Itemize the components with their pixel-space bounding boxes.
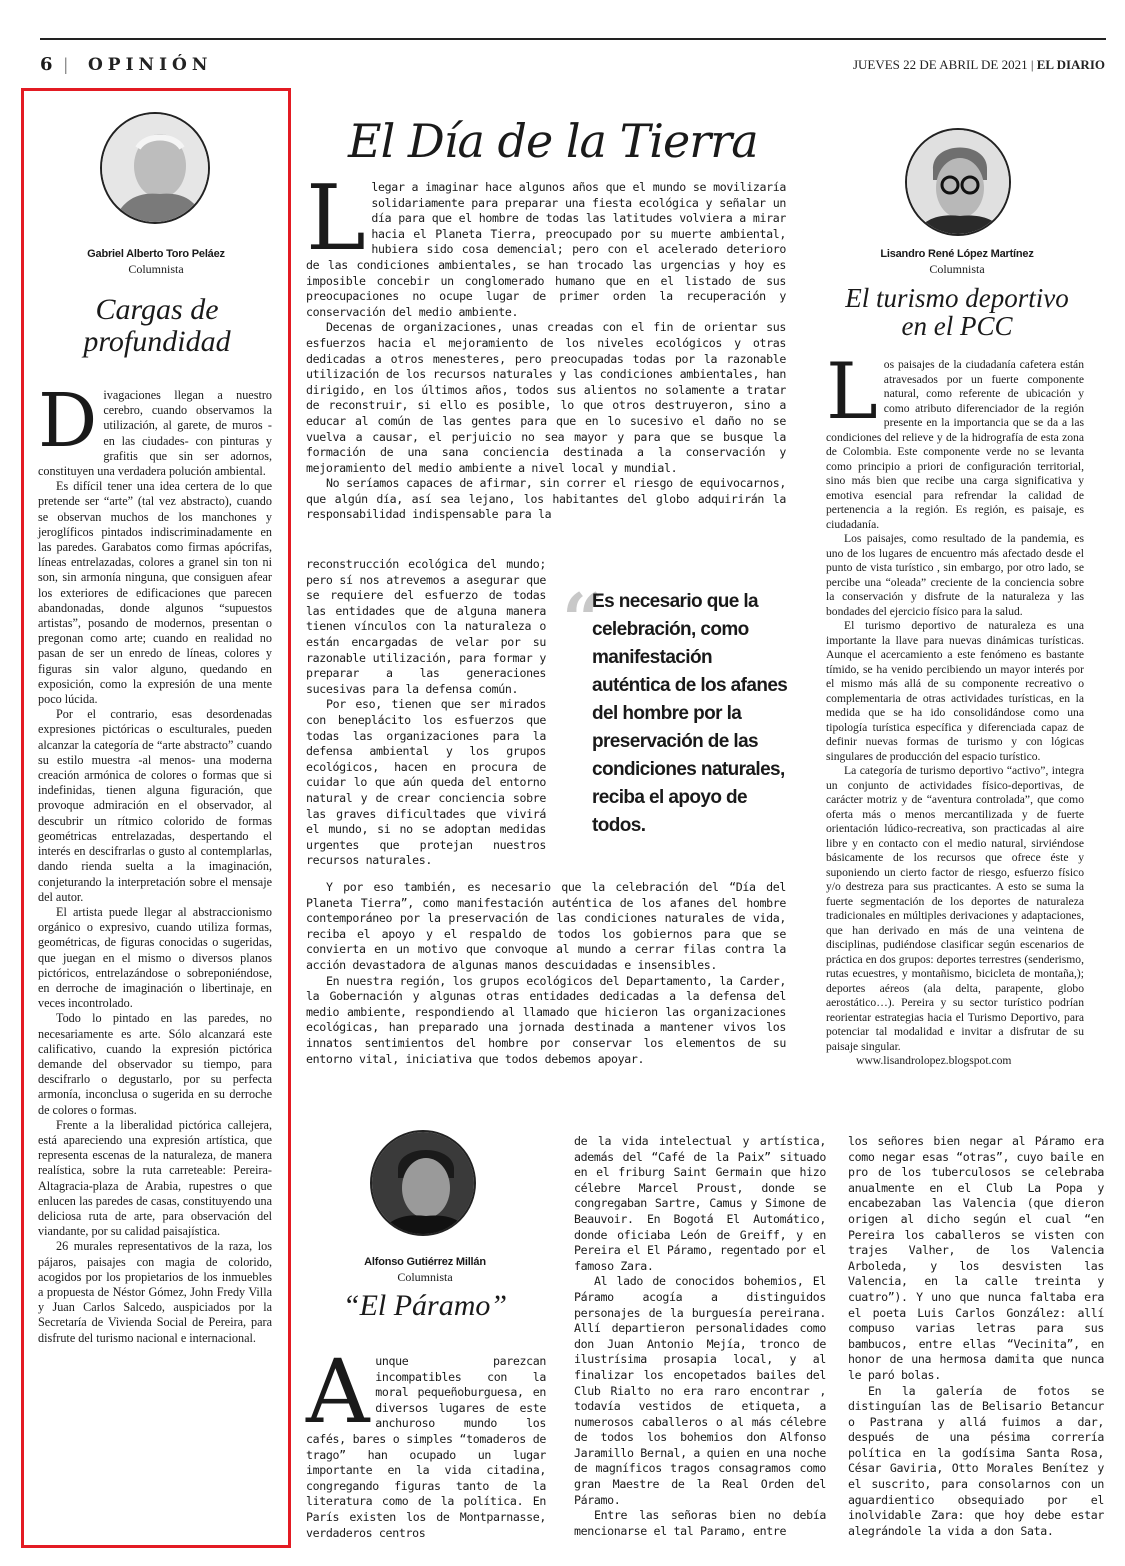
editorial-title: El Día de la Tierra xyxy=(348,114,758,168)
paragraph: Aunque parezcan incompatibles con la moral pequeñoburguesa, en diversos lugares de este anchuroso mundo los cafés, bares o simples “tomaderos de trago” han ocupado un lugar importante en la vida citadina, congregando figuras tanto de la literatura como de la política. En París existen los de Montparnasse, verdaderos centros xyxy=(306,1340,546,1540)
paragraph: de la vida intelectual y artística, además del “Café de la Paix” situado en el friburg Saint Germain que hizo célebre Marcel Proust, donde se congregaban Sartre, Camus y Simone de Beauvoir. En Bogotá El Automático, donde oficiaba León de Greiff, y en Pereira el El Páramo, regentado por el famoso Zara. xyxy=(574,1134,826,1273)
author-photo-toro xyxy=(100,112,210,224)
page-number: 6 xyxy=(40,54,53,75)
paragraph: Por el contrario, esas desordenadas expresiones pictóricas o esculturales, pueden alcanzar la categoría de “arte abstracto” cuando su estilo muestra -al menos- una moderna creación armónica de colores o formas que si indefinidas, tienen alguna figuración, que provoque admiración en el observador, al descubrir un rítmico colorido de formas geométricas entrelazadas, despertando el interés en descifrarlas o gusto al contemplarlas, dando rienda suelta a la imaginación, conjeturando la interpretación sobre el mensaje del autor. xyxy=(38,707,272,904)
author-website[interactable]: www.lisandrolopez.blogspot.com xyxy=(856,1054,1012,1067)
author-portrait-icon xyxy=(907,130,1011,236)
header-rule xyxy=(40,38,1106,40)
paragraph: En la galería de fotos se distinguían las de Belisario Betancur o Pastrana y allá fuimos a dar, después de una pésima correría política en la godísima Santa Rosa, César Gaviria, Otto Morales Benítez y el suscrito, para consolarnos con un aguardientico obsequiado por el inolvidable Zara: que hoy debe estar alegrándole la vida a don Sata. xyxy=(848,1383,1104,1538)
drop-cap: L xyxy=(826,347,878,437)
paragraph: Y por eso también, es necesario que la celebración del “Día del Planeta Tierra”, como manifestación auténtica de los afanes del hombre contemporáneo por la preservación de las condiciones naturales de vida, reciba el apoyo y el respaldo de todos los gobiernos para que se convierta en un motivo que convoque al mundo a cerrar filas contra la acción devastadora de algunas manos descuidadas e insensibles. xyxy=(306,880,786,972)
author-name-toro: Gabriel Alberto Toro Peláez xyxy=(87,248,225,260)
paragraph: No seríamos capaces de afirmar, sin correr el riesgo de equivocarnos, que algún día, así sea lejano, los habitantes del globo adquirirán la responsabilidad indispensable para la xyxy=(306,476,786,522)
paragraph: En nuestra región, los grupos ecológicos del Departamento, la Carder, la Gobernación y algunas otras entidades dedicadas a la defensa del medio ambiente, respondiendo al llamado que hicieron las organizaciones ecológicas, han preparado una jornada destinada a mantener vivos los innatos sentimientos del hombre por conservar los elementos de su entorno vital, iniciativa que todos debemos apoyar. xyxy=(306,973,786,1066)
paragraph: Frente a la liberalidad pictórica callejera, está apareciendo una expresión artística, que representa escenas de la naturaleza, de manera realística, sobre la ruta carreteable: Pereira-Altagracia-plaza de Arabia, rupestres o que enlucen las paredes de casas, constituyendo una deliciosa ruta de arte, para observación del viandante, por su calidad paisajística. xyxy=(38,1117,272,1239)
editorial-body-narrow xyxy=(306,557,546,869)
drop-cap: L xyxy=(306,166,366,271)
section-name: OPINIÓN xyxy=(88,55,213,75)
paragraph: Los paisajes de la ciudadanía cafetera están atravesados por un fuerte componente natural, como referente de ubicación y como atributo diferenciador de la región presente en la importancia que se da a las condiciones del relieve y de la hidrografía de esta zona de Colombia. Este componente verde no se levanta como principio a priori de configuración territorial, sino más bien que recibe una carga significativa y emotiva esencial para refrendar la calidad de pertenencia a la región. Es región, es paisaje, es ciudadanía. xyxy=(826,347,1084,531)
dateline xyxy=(853,57,1105,73)
paragraph: los señores bien negar al Páramo era como negar esas “otras”, cuyo baile en pro de los tuberculosos se celebraba anualmente en el Club La Popa y encabezaban las Valencia (que dieron origen al dicho según el cual “en Pereira los caballeros se visten con trajes Valher, de los Valencia Arboleda, y los desvisten las Valencia, en la calle treinta y cuatro”). Y uno que nunca faltaba era el poeta Luis Carlos González: allí compuso varias letras para sus bambucos, entre ellas “Vecinita”, en honor de una hermosa damita que nunca le paró bolas. xyxy=(848,1134,1104,1382)
paragraph: Es difícil tener una idea certera de lo que pretende ser “arte” (tal vez abstracto), cuando se observan muchos de los manchones y jeroglíficos pintados indiscriminadamente en las paredes. Garabatos como firmas apócrifas, líneas entrelazadas, colores a granel sin ton ni son, sin armonía ninguna, que consiguen afear los exteriores de edificaciones que parecen abandonadas, donde algunos “supuestos artistas”, posando de modernos, presentan o pregonan como arte; cuando en realidad no pasan de ser un enredo de líneas, colores y figuras sin valor alguno, quedando en exposición, como la expresión de una mente poco lúcida. xyxy=(38,479,272,707)
paragraph: Los paisajes, como resultado de la pandemia, es uno de los lugares de encuentro más afectado desde el punto de vista turístico , sin embargo, por otro lado, se percibe una “oleada” creciente de la conciencia sobre la conservación y disfrute de la naturaleza y las bondades del ejercicio físico para la salud. xyxy=(826,532,1084,618)
drop-cap: A xyxy=(306,1340,370,1443)
editorial-body-top xyxy=(306,166,786,523)
date-separator: | xyxy=(1027,57,1037,72)
paramo-body-col1 xyxy=(306,1340,546,1541)
paragraph: El artista puede llegar al abstraccionismo orgánico o expresivo, cuando utiliza formas, geométricas, de figuras conocidas o sugeridas, que juegan en el mismo o diversos planos pictóricos, entrelazándose o sobreponiéndose, en derroche de imaginación o libertinaje, en veces incontrolado. xyxy=(38,904,272,1011)
paragraph: Divagaciones llegan a nuestro cerebro, cuando observamos la utilización, al garete, de muros -en las ciudades- con pinturas y grafitis que sin ser adornos, constituyen una verdadera polución ambiental. xyxy=(38,378,272,479)
paramo-body-col3 xyxy=(848,1134,1104,1539)
paragraph: La categoría de turismo deportivo “activo”, integra un conjunto de actividades físico-deportivas, de carácter motriz y de “aventura controlada”, que como oferta más o menos mercantilizada y de fuerte orientación lúdico-recreativa, son practicadas al aire libre y en contacto con el medio natural, sirviéndose básicamente de los recursos que ofrece éste y suponiendo un cierto factor de riesgo, esfuerzo físico y/o destreza para sus practicantes. A esto se suma la fuerte segmentación de los deportes de naturaleza tradicionales en múltiples derivaciones y adaptaciones, que han derivado en más de una veintena de disciplinas, pudiéndose clasificar según escenarios de práctica en dos grupos: deportes terrestres (senderismo, rutas ecuestres, y montañismo, bicicleta de montaña,); deportes aéreos (ala delta, parapente, globo aerostático…). Pereira y su sector turístico podrían reorientar estrategias hacia el Turismo Deportivo, para potenciar tal modalidad e invitar a disfrutar de su paisaje singular. xyxy=(826,764,1084,1053)
newspaper-name: EL DIARIO xyxy=(1036,57,1105,72)
paragraph: Al lado de conocidos bohemios, El Páramo acogía a distinguidos personajes de la burguesía pereirana. Allí departieron personalidades como don Juan Antonio Mejía, tronco de ilustrísima prosapia local, y al finalizar los encopetados bailes del Club Rialto no era raro encontrar , todavía vestidos de etiqueta, a numerosos caballeros o al más célebre de todos los bohemios don Alfonso Jaramillo Bernal, a quien en una noche de magníficos tragos consagramos como gran Maestre de la Real Orden del Páramo. xyxy=(574,1274,826,1507)
paragraph: Llegar a imaginar hace algunos años que el mundo se movilizaría solidariamente para preparar una fiesta ecológica y señalar un día para que el hombre de todas las latitudes volviera a mirar hacia el Planeta Tierra, preocupado por su muerte ambiental, hubiera sido cosa demencial; pero con el acelerado deterioro de las condiciones ambientales, se han trocado las urgencias y hoy es imposible concebir un conglomerado humano que en el listado de sus preocupaciones no ocupe lugar de primer orden la recuperación y conservación del medio ambiente. xyxy=(306,166,786,319)
author-role-lopez: Columnista xyxy=(929,262,985,276)
paragraph: Por eso, tienen que ser mirados con beneplácito los esfuerzos que todas las organizaciones para la defensa ambiental y los grupos ecológicos, hacen en procura de cuidar lo que aún queda del entorno natural y de crear conciencia sobre las graves dificultades que vivirá el mundo, si no se adoptan medidas urgentes que protejan nuestros recursos naturales. xyxy=(306,697,546,868)
paragraph: Decenas de organizaciones, unas creadas con el fin de orientar sus esfuerzos hacia el mejoramiento de los niveles ecológicos y otras dedicadas a otros menesteres, pero preocupadas todas por la razonable utilización de los recursos naturales y las condiciones ambientales, han dirigido, en los últimos años, todos sus alientos no solamente a tratar de reconstruir, si ello es posible, lo que otros destruyeron, sino a educar al común de las gentes para que en lo sucesivo el daño no se vuelva a causar, el perjuicio no sea mayor y para que se busque la formación de una sana conciencia destinada a la conservación y mejoramiento del medio ambiente a nivel local y mundial. xyxy=(306,320,786,475)
pull-quote: Es necesario que la celebración, como manifestación auténtica de los afanes del hombre por la preservación de las condiciones naturales, reciba el apoyo de todos. xyxy=(592,591,788,836)
author-photo-gutierrez xyxy=(370,1130,476,1236)
author-role-toro: Columnista xyxy=(128,262,184,276)
paragraph: Todo lo pintado en las paredes, no necesariamente es arte. Sólo alcanzará este calificativo, cuando la expresión pictórica demande del observador su tiempo, para descifrarlo o degustarlo, por su perfecta armonía, inconclusa o sugerida en su derroche de colores o formas. xyxy=(38,1011,272,1117)
paragraph: El turismo deportivo de naturaleza es una importante la llave para nuevas dinámicas turísticas. Aunque el acercamiento a este fenómeno es bastante tímido, se ha venido percibiendo un mayor interés por el mismo más allá de su componente recreativo o complementaria de otras actividades turísticas, en la medida que se ha ido consolidándose como una tipología turística específica y diferenciada capaz de definir nuevas formas de turismo y con lógicas singulares de producción del espacio turístico. xyxy=(826,619,1084,763)
drop-cap: D xyxy=(38,378,98,464)
editorial-body-bottom xyxy=(306,880,786,1067)
author-portrait-icon xyxy=(372,1132,476,1236)
paragraph: reconstrucción ecológica del mundo; pero sí nos atrevemos a asegurar que se requiere del esfuerzo de todas las entidades que de alguna manera tienen vínculos con la naturaleza o están encargadas de velar por su razonable utilización, para formar y preparar a las generaciones sucesivas para la defensa común. xyxy=(306,557,546,696)
title-line: El turismo deportivo xyxy=(845,283,1069,313)
column-title-turismo xyxy=(820,284,1094,341)
paragraph: 26 murales representativos de la raza, los pájaros, paisajes con magia de colorido, acogidos por los propietarios de los inmuebles a propuesta de Néstor Gómez, John Fredy Villa y Juan Carlos Salcedo, auspiciados por la Secretaría de Vivienda Social de Pereira, para disfrute del turismo nacional e internacional. xyxy=(38,1239,272,1345)
author-role-gutierrez: Columnista xyxy=(397,1270,453,1284)
author-name-gutierrez: Alfonso Gutiérrez Millán xyxy=(364,1256,486,1268)
column-title-paramo: “El Páramo” xyxy=(342,1289,508,1322)
quote-mark-icon: “ xyxy=(562,577,604,662)
paragraph: Entre las señoras bien no debía mencionarse el tal Paramo, entre xyxy=(574,1508,826,1538)
column-title-cargas: Cargas de profundidad xyxy=(83,293,231,358)
author-name-lopez: Lisandro René López Martínez xyxy=(880,248,1034,260)
author-photo-lopez xyxy=(905,128,1011,236)
article-body-cargas xyxy=(38,378,272,1346)
date: JUEVES 22 DE ABRIL DE 2021 xyxy=(852,57,1028,72)
paramo-body-col2 xyxy=(574,1134,826,1539)
title-line: en el PCC xyxy=(901,311,1013,342)
author-portrait-icon xyxy=(102,114,210,224)
article-body-turismo xyxy=(826,347,1084,1069)
header-separator: | xyxy=(64,54,68,74)
